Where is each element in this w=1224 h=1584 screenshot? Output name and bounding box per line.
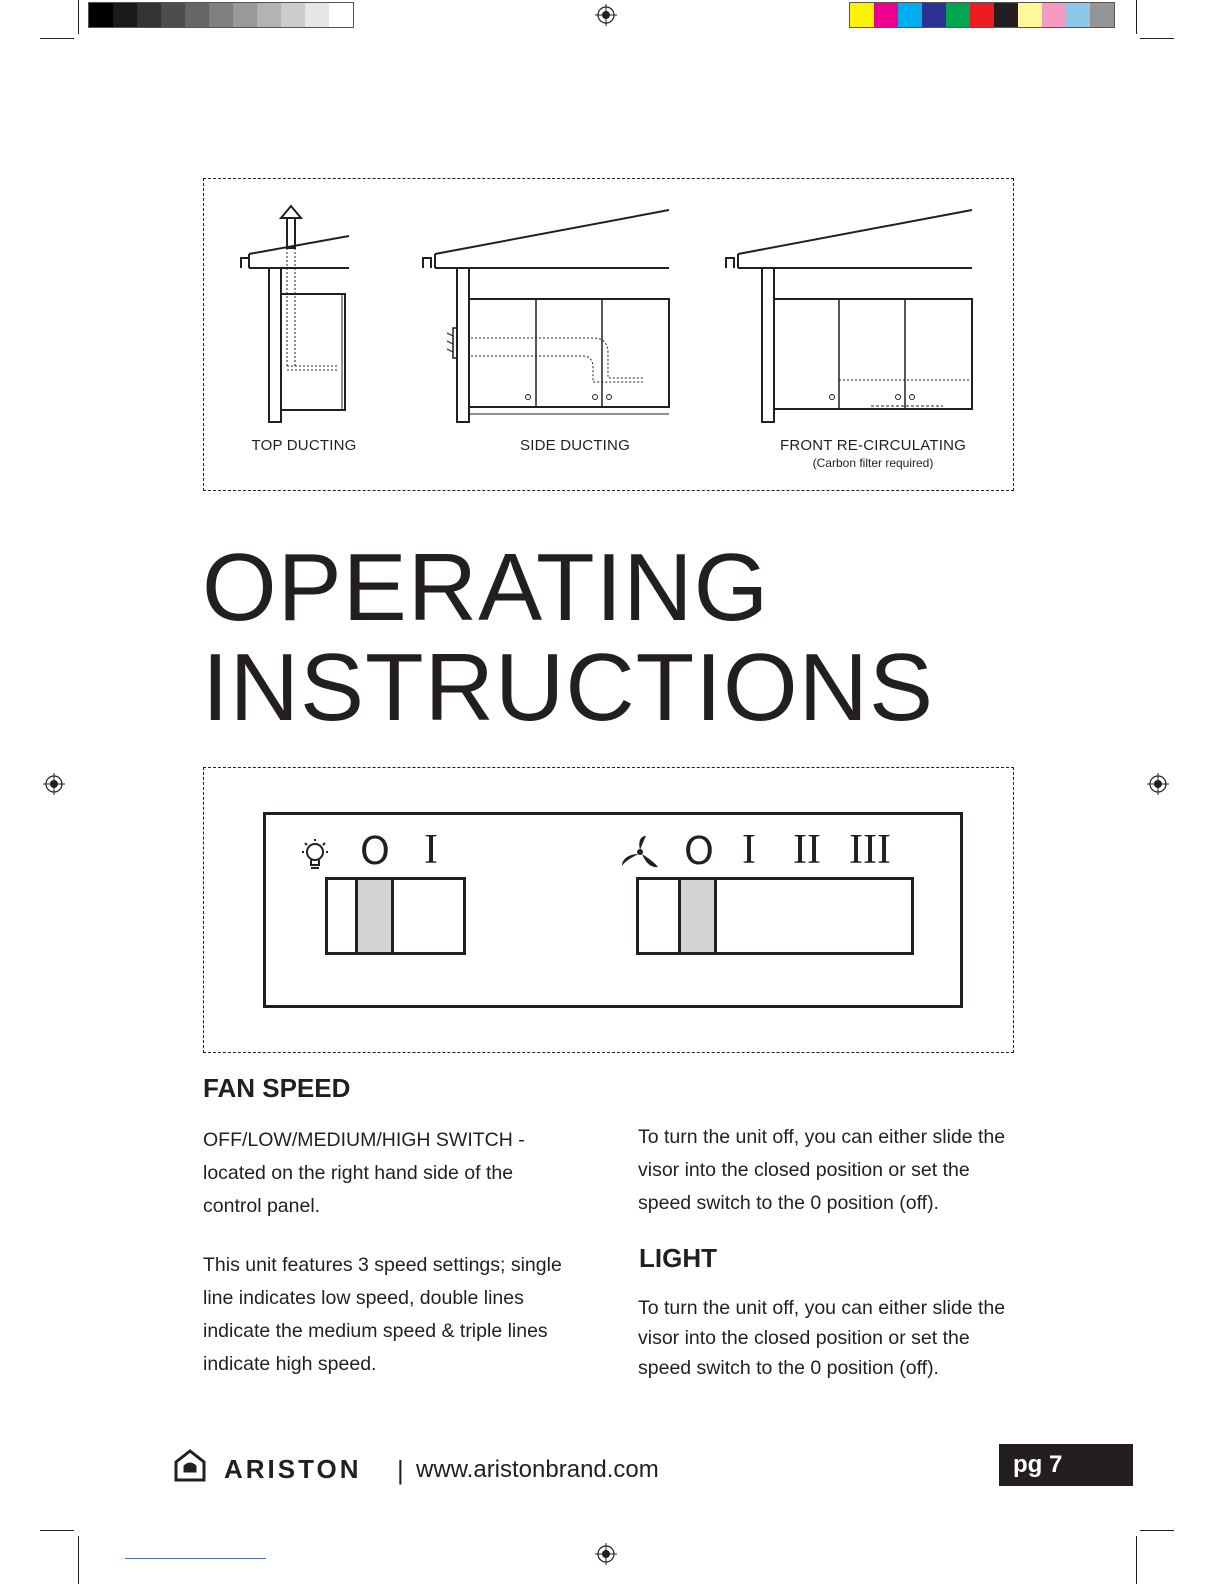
side-ducting-diagram [423, 210, 669, 422]
light-position-off: O [360, 829, 390, 873]
crop-mark [40, 38, 74, 39]
crop-mark [40, 1530, 74, 1531]
crop-mark [1136, 1536, 1137, 1584]
light-switch-slider[interactable] [355, 877, 394, 955]
page-number: pg 7 [999, 1444, 1133, 1486]
grayscale-bar [88, 2, 354, 28]
fan-speed-switch-slider[interactable] [678, 877, 717, 955]
page-title [202, 534, 934, 741]
carbon-filter-note: (Carbon filter required) [812, 456, 934, 470]
fan-speed-paragraph-1: OFF/LOW/MEDIUM/HIGH SWITCH - located on the right hand side of the control panel. [203, 1129, 525, 1217]
crop-mark [78, 0, 79, 34]
fan-speed-switch[interactable] [636, 877, 914, 955]
fan-position-low: I [742, 827, 756, 873]
blue-guide-line [125, 1558, 266, 1559]
crop-mark [1140, 1530, 1174, 1531]
label-top-ducting: TOP DUCTING [251, 437, 357, 454]
light-heading: LIGHT [639, 1243, 717, 1273]
label-side-ducting: SIDE DUCTING [520, 437, 630, 454]
fan-speed-heading: FAN SPEED [203, 1073, 351, 1103]
brand-name: ARISTON [224, 1454, 362, 1484]
website-link[interactable]: www.aristonbrand.com [416, 1456, 659, 1483]
fan-icon [620, 834, 660, 870]
fan-speed-paragraph-3: To turn the unit off, you can either slide the visor into the closed position or set the speed switch to the 0 position (off). [638, 1126, 1006, 1214]
fan-speed-paragraph-2: This unit features 3 speed settings; single line indicates low speed, double lines indicate the medium speed & triple lines indicate high speed. [203, 1254, 562, 1375]
fan-position-medium: II [793, 827, 821, 873]
registration-mark-icon [43, 773, 65, 795]
footer-separator: | [397, 1455, 404, 1485]
crop-mark [1140, 38, 1174, 39]
color-bar [849, 2, 1115, 28]
light-position-on: I [424, 827, 438, 873]
top-ducting-diagram [241, 206, 349, 422]
fan-position-off: O [684, 829, 714, 873]
light-paragraph: To turn the unit off, you can either slide the visor into the closed position or set the speed switch to the 0 position (off). [638, 1297, 1006, 1379]
label-front-recirculating: FRONT RE-CIRCULATING [780, 437, 966, 454]
fan-position-high: III [849, 827, 891, 873]
title-line-1: OPERATING [202, 534, 770, 641]
ariston-logo-icon [173, 1448, 207, 1484]
front-recirculating-diagram [726, 210, 972, 422]
crop-mark [78, 1536, 79, 1584]
crop-mark [1136, 0, 1137, 34]
light-switch[interactable] [325, 877, 466, 955]
title-line-2: INSTRUCTIONS [202, 634, 934, 741]
registration-mark-icon [595, 1543, 617, 1565]
registration-mark-icon [595, 4, 617, 26]
light-bulb-icon [297, 838, 335, 874]
registration-mark-icon [1147, 773, 1169, 795]
